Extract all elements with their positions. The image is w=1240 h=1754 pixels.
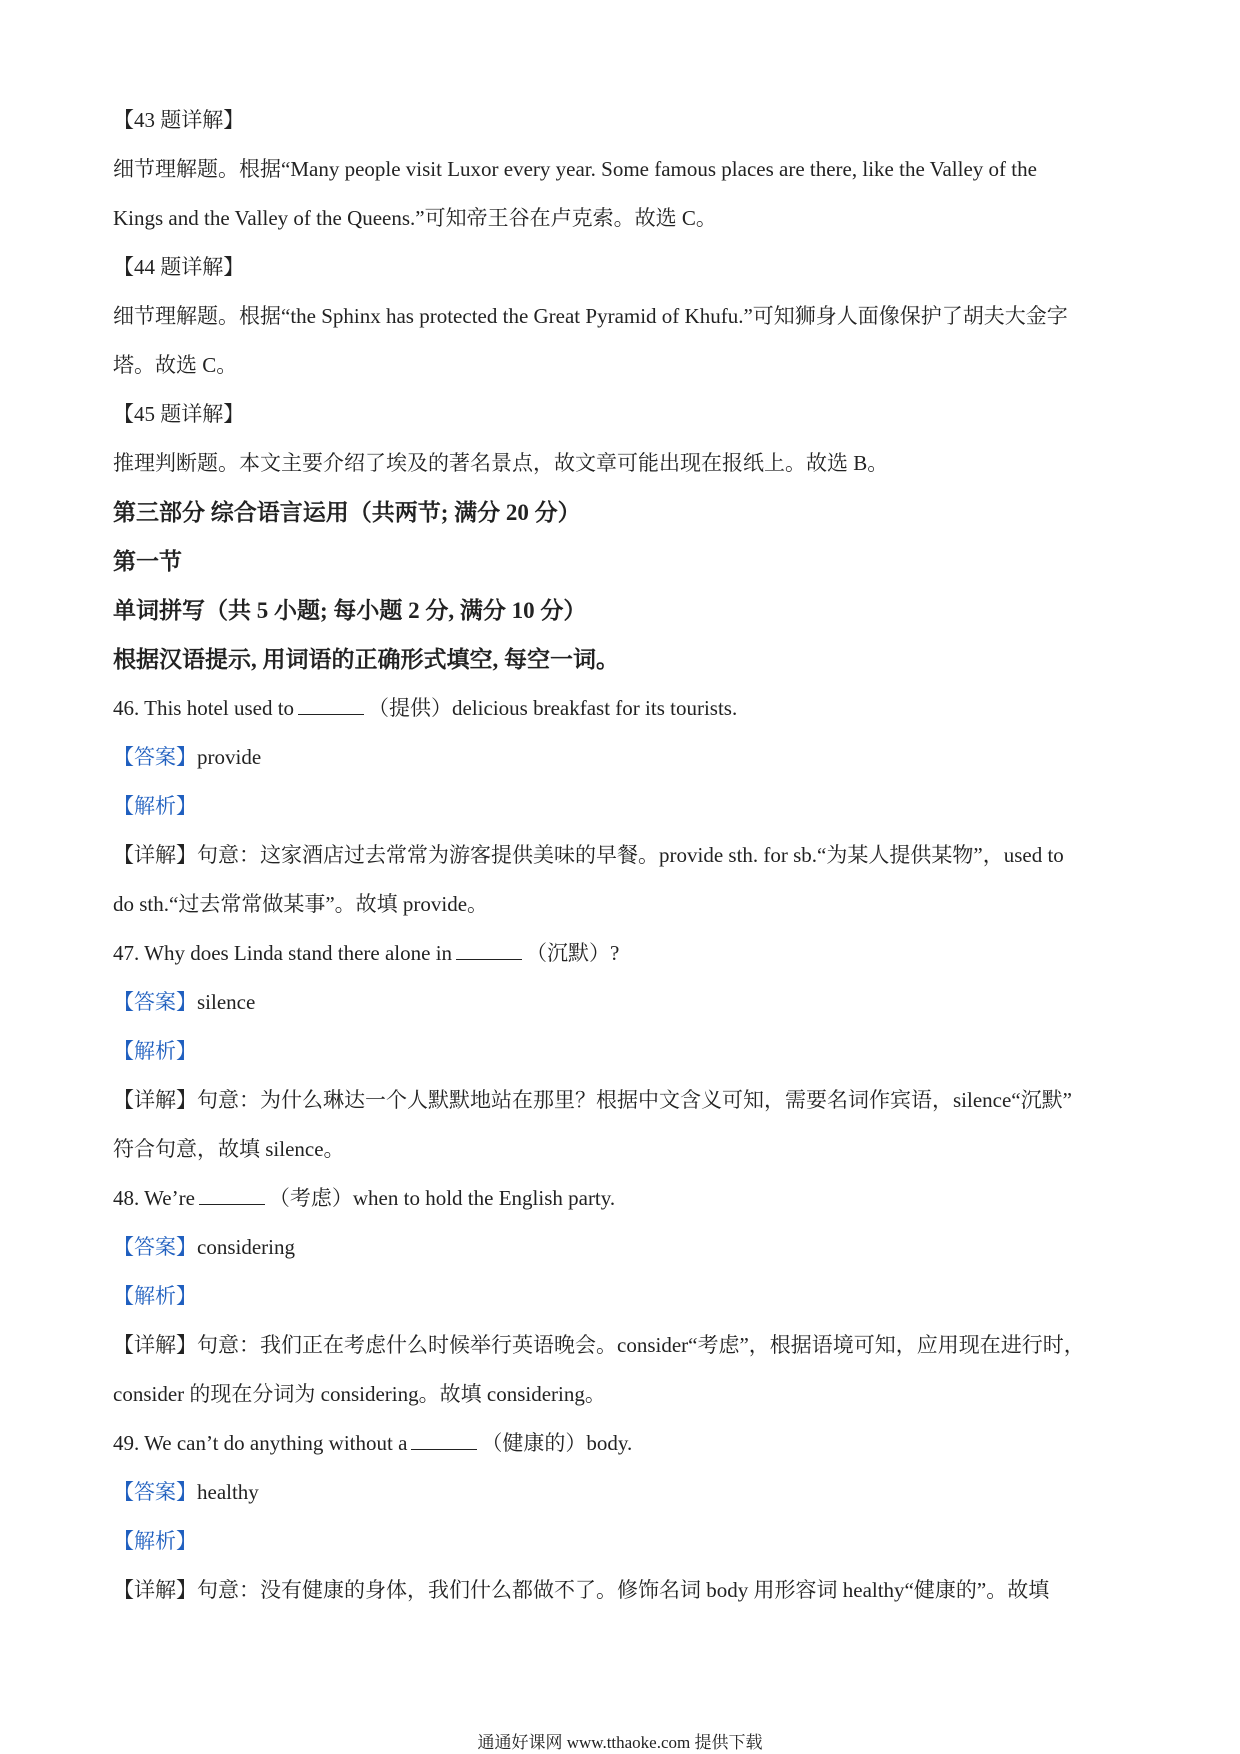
- answer-tag: 【答案】: [113, 1235, 197, 1259]
- analysis-tag: 【解析】: [113, 1529, 197, 1553]
- paragraph-line: 【45 题详解】: [113, 402, 245, 426]
- answer-blank: [456, 941, 522, 960]
- answer-line: [113, 1468, 1113, 1517]
- answer-blank: [298, 696, 364, 715]
- paragraph-line: 【44 题详解】: [113, 255, 245, 279]
- answer-tag: 【答案】: [113, 1480, 197, 1504]
- question-hint: （提供）delicious breakfast for its tourists.: [368, 696, 738, 720]
- answer-text: provide: [197, 745, 262, 769]
- answer-tag: 【答案】: [113, 745, 197, 769]
- answer-text: healthy: [197, 1480, 259, 1504]
- question-hint: （考虑）when to hold the English party.: [268, 1186, 616, 1210]
- question-hint: （健康的）body.: [481, 1431, 633, 1455]
- question-hint: （沉默）?: [526, 941, 620, 965]
- analysis-tag: 【解析】: [113, 794, 197, 818]
- paragraph-line: consider 的现在分词为 considering。故填 considering。: [113, 1382, 606, 1406]
- answer-line: [113, 978, 1113, 1027]
- analysis-tag-line: [113, 1517, 1113, 1566]
- answer-text: silence: [197, 990, 256, 1014]
- document-body: [113, 96, 1113, 1615]
- answer-blank: [199, 1186, 265, 1205]
- analysis-tag-line: [113, 782, 1113, 831]
- section-heading: 根据汉语提示, 用词语的正确形式填空, 每空一词。: [113, 647, 619, 672]
- detail-tag: 【详解】: [113, 1088, 197, 1112]
- detail-line: [113, 1566, 1113, 1615]
- section-heading: 第一节: [113, 549, 182, 574]
- answer-blank: [411, 1431, 477, 1450]
- detail-text: 句意：没有健康的身体，我们什么都做不了。修饰名词 body 用形容词 healthy“健康的”。故填: [197, 1578, 1050, 1602]
- paragraph-line: 细节理解题。根据“the Sphinx has protected the Great Pyramid of Khufu.”可知狮身人面像保护了胡夫大金字: [113, 304, 1068, 328]
- answer-line: [113, 733, 1113, 782]
- question-text: 46. This hotel used to: [113, 696, 295, 720]
- answer-line: [113, 1223, 1113, 1272]
- analysis-tag: 【解析】: [113, 1039, 197, 1063]
- section-heading: 第三部分 综合语言运用（共两节; 满分 20 分）: [113, 500, 581, 525]
- detail-line: [113, 831, 1113, 880]
- detail-tag: 【详解】: [113, 843, 197, 867]
- paragraph-line: Kings and the Valley of the Queens.”可知帝王谷在卢克索。故选 C。: [113, 206, 717, 230]
- detail-line: [113, 1076, 1113, 1125]
- question-line: [113, 1174, 1113, 1223]
- detail-text: 句意：这家酒店过去常常为游客提供美味的早餐。provide sth. for sb.“为某人提供某物”，used to: [197, 843, 1064, 867]
- question-text: 47. Why does Linda stand there alone in: [113, 941, 453, 965]
- answer-text: considering: [197, 1235, 295, 1259]
- question-line: [113, 929, 1113, 978]
- question-line: [113, 684, 1113, 733]
- detail-tag: 【详解】: [113, 1333, 197, 1357]
- answer-tag: 【答案】: [113, 990, 197, 1014]
- paragraph-line: 符合句意，故填 silence。: [113, 1137, 345, 1161]
- detail-line: [113, 1321, 1113, 1370]
- paragraph-line: do sth.“过去常常做某事”。故填 provide。: [113, 892, 489, 916]
- analysis-tag-line: [113, 1027, 1113, 1076]
- paragraph-line: 推理判断题。本文主要介绍了埃及的著名景点，故文章可能出现在报纸上。故选 B。: [113, 451, 889, 475]
- detail-text: 句意：为什么琳达一个人默默地站在那里？根据中文含义可知，需要名词作宾语，silence“沉默”: [197, 1088, 1072, 1112]
- detail-tag: 【详解】: [113, 1578, 197, 1602]
- question-line: [113, 1419, 1113, 1468]
- paragraph-line: 塔。故选 C。: [113, 353, 238, 377]
- analysis-tag: 【解析】: [113, 1284, 197, 1308]
- paragraph-line: 【43 题详解】: [113, 108, 245, 132]
- section-heading: 单词拼写（共 5 小题; 每小题 2 分, 满分 10 分）: [113, 598, 587, 623]
- paragraph-line: 细节理解题。根据“Many people visit Luxor every year. Some famous places are there, like the Valley of the: [113, 157, 1037, 181]
- analysis-tag-line: [113, 1272, 1113, 1321]
- question-text: 49. We can’t do anything without a: [113, 1431, 408, 1455]
- page-footer: 通通好课网 www.tthaoke.com 提供下载: [477, 1733, 763, 1752]
- detail-text: 句意：我们正在考虑什么时候举行英语晚会。consider“考虑”，根据语境可知，应用现在进行时，: [197, 1333, 1085, 1357]
- question-text: 48. We’re: [113, 1186, 195, 1210]
